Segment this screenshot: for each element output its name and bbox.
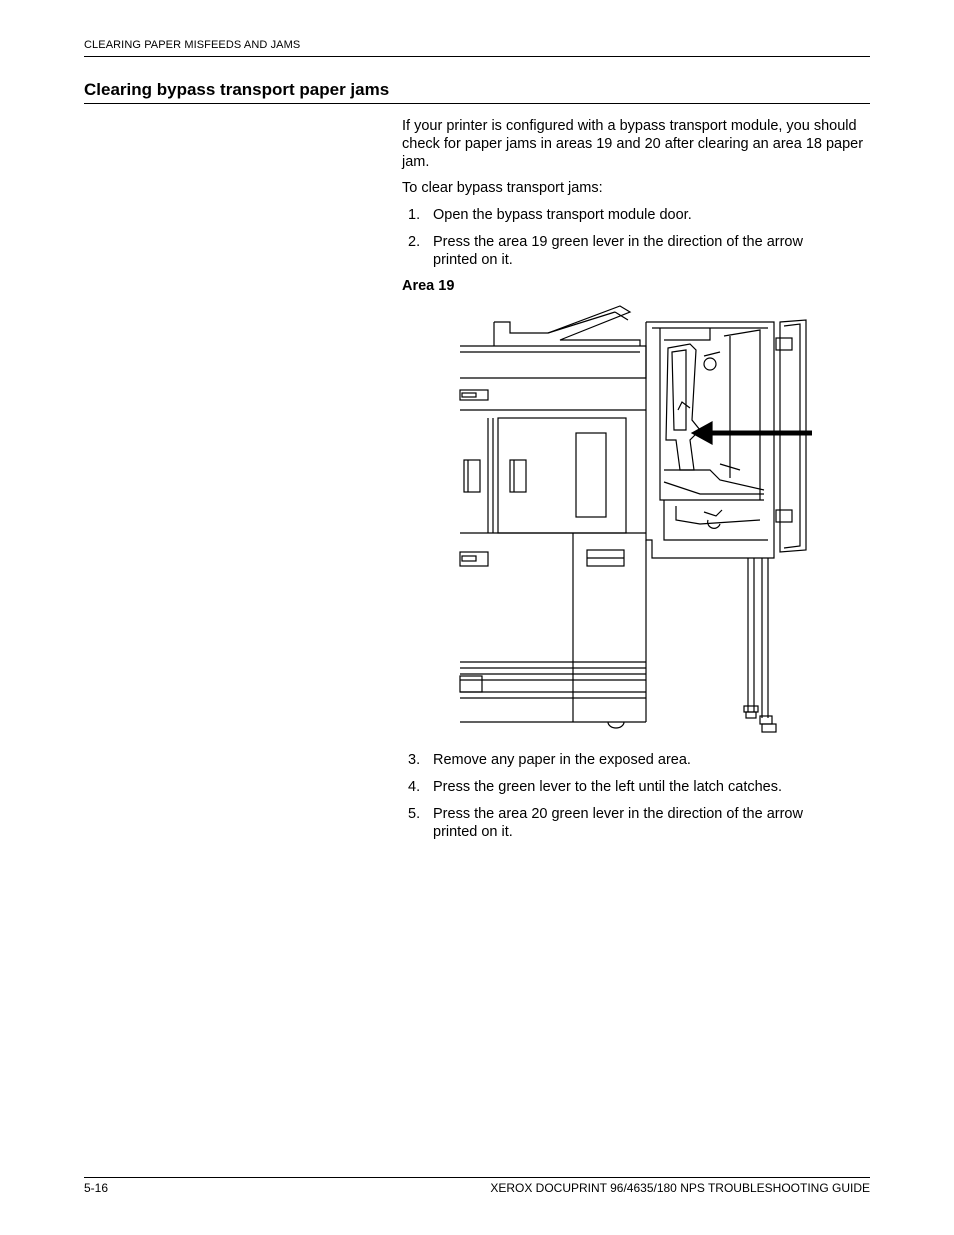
step-1 <box>408 206 848 224</box>
page-number: 5-16 <box>84 1181 109 1195</box>
step-3 <box>408 751 848 769</box>
step-number: 1. <box>408 207 421 223</box>
figure-caption: Area 19 <box>402 278 455 294</box>
step-number: 2. <box>408 234 421 250</box>
intro-paragraph <box>402 117 870 171</box>
step-number: 4. <box>408 779 421 795</box>
step-4 <box>408 778 848 796</box>
intro-text: If your printer is configured with a bypass transport module, you should check for paper jams in areas 19 and 20 after clearing an area 18 paper jam. <box>402 118 864 170</box>
step-5 <box>408 805 848 841</box>
guide-title: XEROX DOCUPRINT 96/4635/180 NPS TROUBLESHOOTING GUIDE <box>490 1181 870 1195</box>
step-text: Press the area 19 green lever in the direction of the arrow printed on it. <box>433 234 803 268</box>
step-text: Press the green lever to the left until the latch catches. <box>433 779 782 795</box>
step-text: Open the bypass transport module door. <box>433 207 692 223</box>
step-number: 3. <box>408 752 421 768</box>
step-2 <box>408 233 848 269</box>
section-title: Clearing bypass transport paper jams <box>84 80 390 99</box>
lead-in-paragraph <box>402 179 870 197</box>
bypass-transport-illustration <box>455 298 820 738</box>
step-number: 5. <box>408 806 421 822</box>
title-rule <box>84 103 870 104</box>
footer-rule <box>84 1177 870 1178</box>
running-header: CLEARING PAPER MISFEEDS AND JAMS <box>84 39 301 51</box>
step-text: Remove any paper in the exposed area. <box>433 752 691 768</box>
header-rule <box>84 56 870 57</box>
lead-in-text: To clear bypass transport jams: <box>402 180 603 196</box>
step-text: Press the area 20 green lever in the direction of the arrow printed on it. <box>433 806 803 840</box>
